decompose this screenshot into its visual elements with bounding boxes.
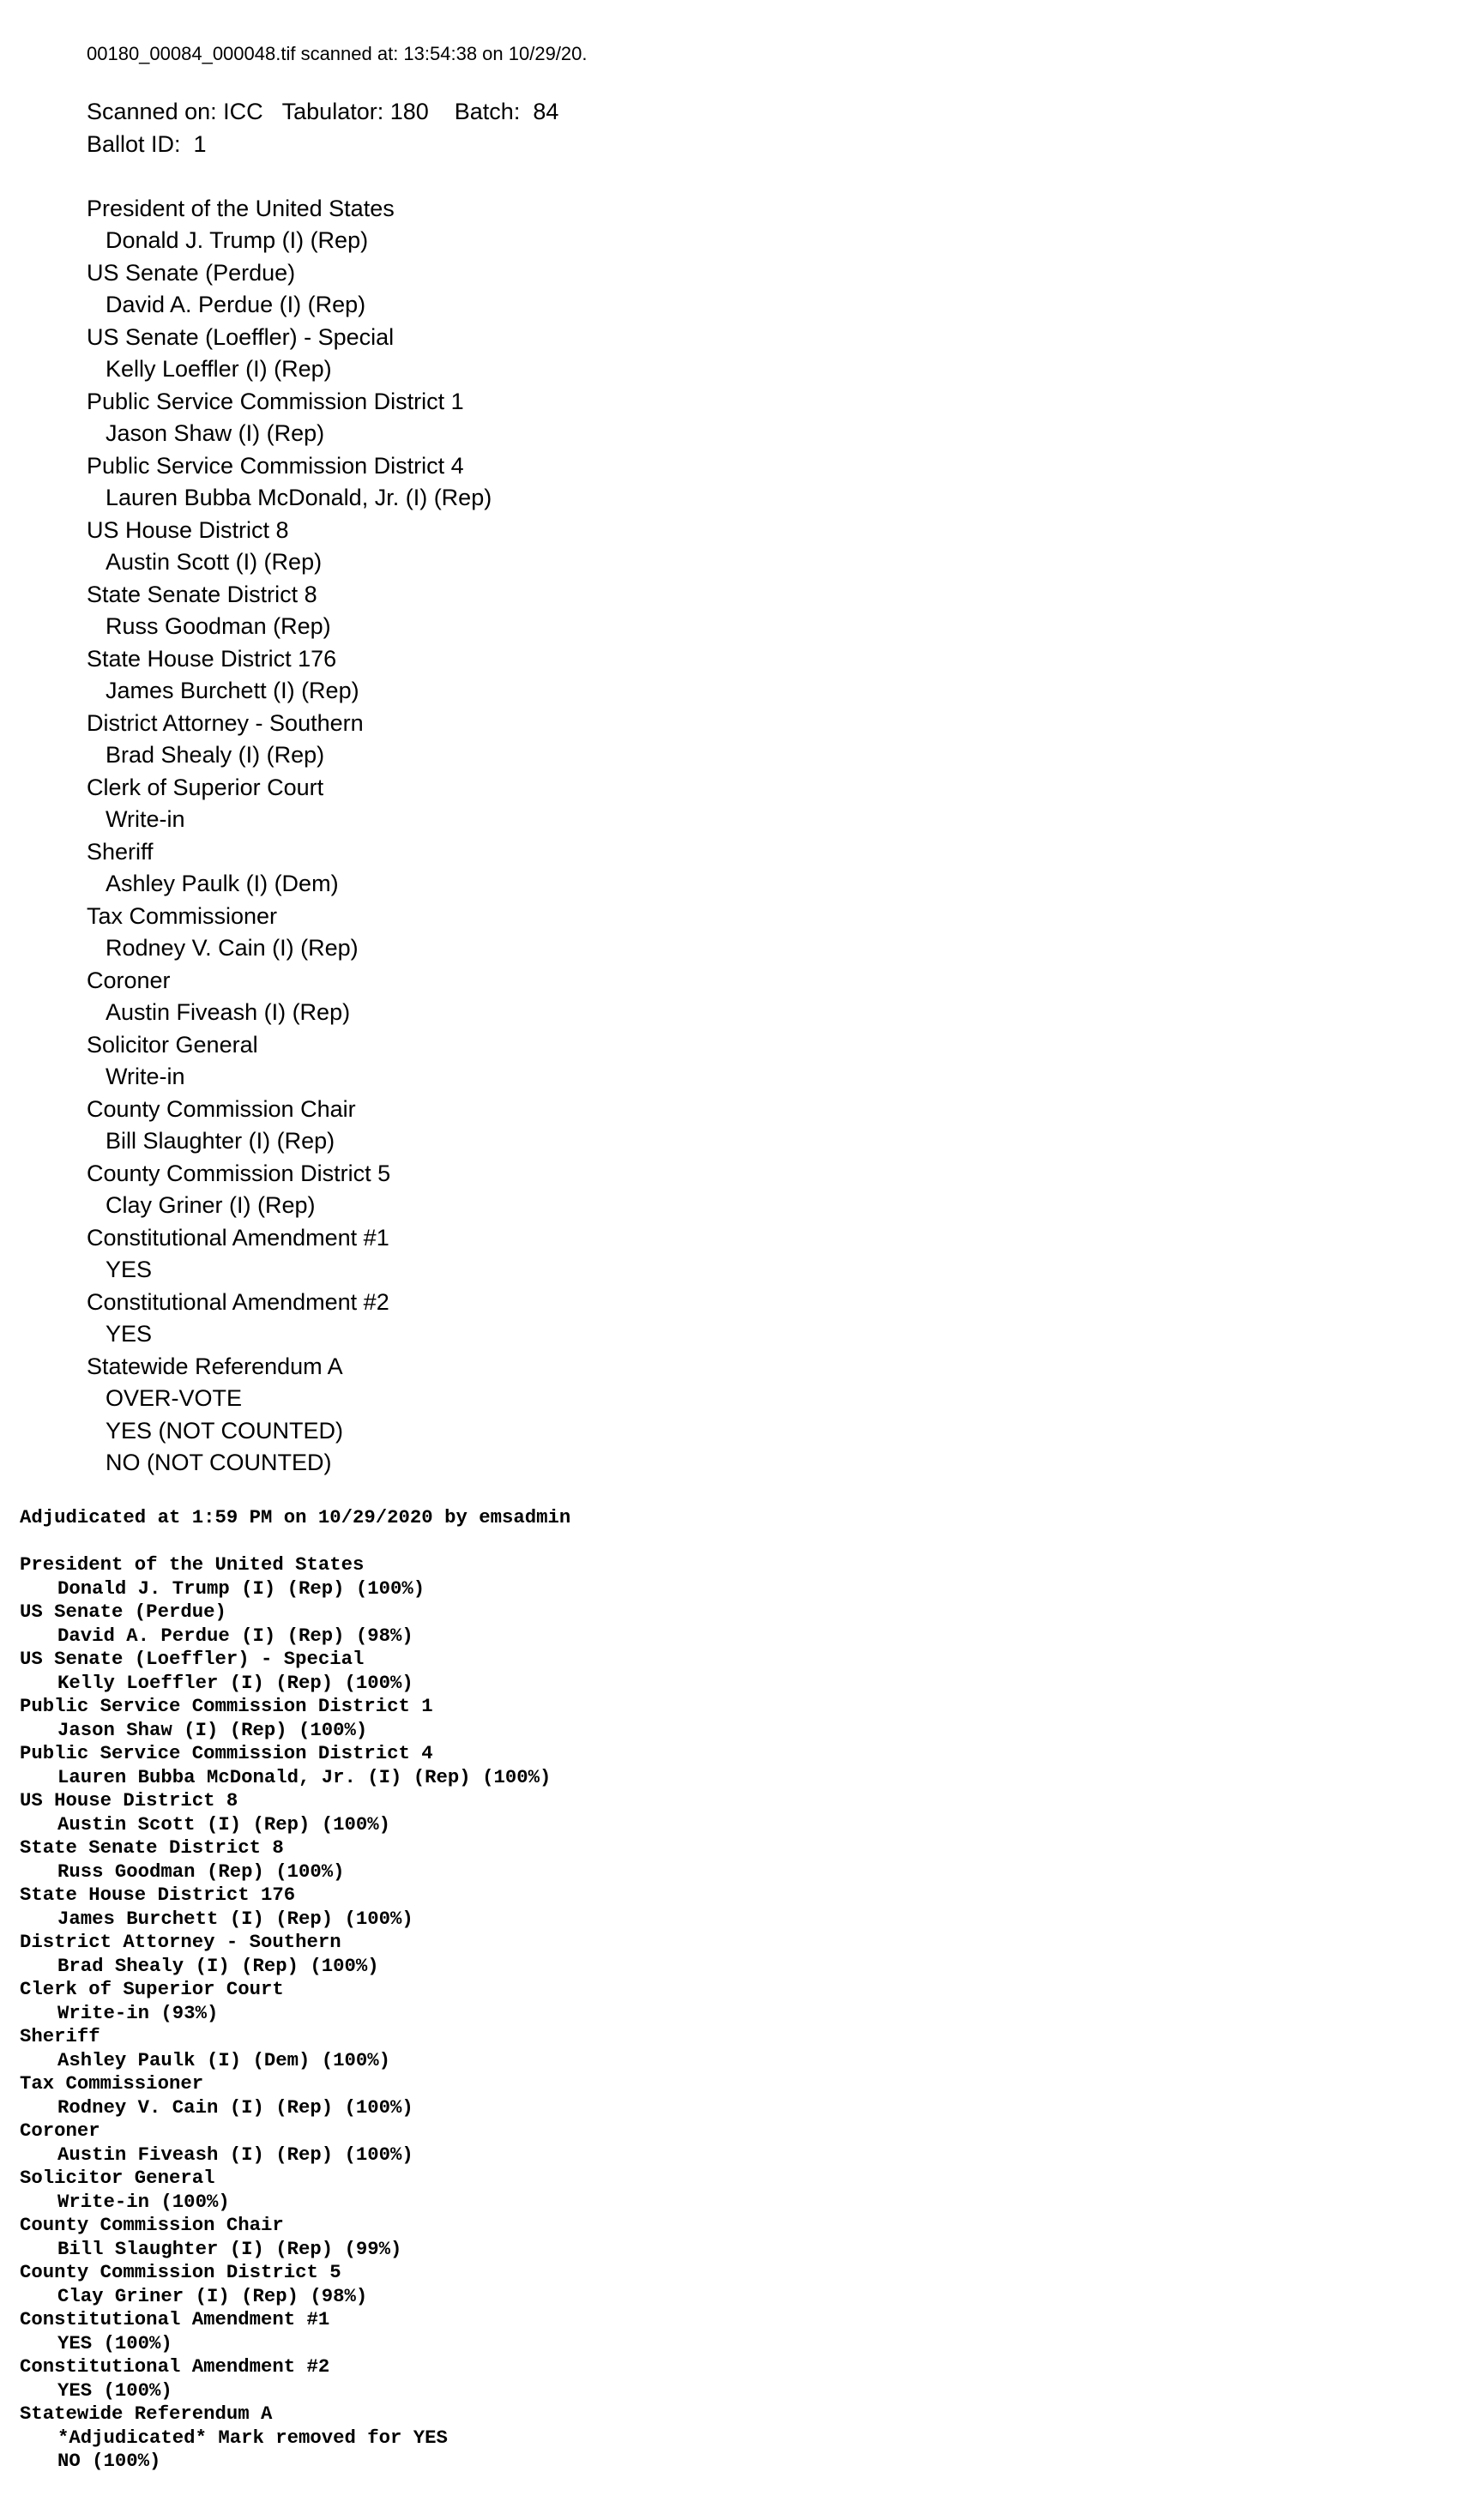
contest-selection: Bill Slaughter (I) (Rep) (99%) [57,2237,402,2260]
contest-title: US Senate (Perdue) [87,259,296,286]
contest-title: Coroner [20,2119,100,2142]
contest-selection: YES [106,1257,153,1282]
contest-selection: Donald J. Trump (I) (Rep) (100%) [57,1577,425,1600]
contest-title: Public Service Commission District 1 [87,388,464,414]
contest-title: Tax Commissioner [20,2072,204,2095]
contest-selection: James Burchett (I) (Rep) (100%) [57,1907,413,1930]
contest-selection: Austin Fiveash (I) (Rep) [106,999,351,1025]
contest-title: Public Service Commission District 1 [20,1695,433,1717]
contest-title: County Commission District 5 [87,1160,391,1186]
contest-selection: Write-in (100%) [57,2190,230,2213]
contest-title: Statewide Referendum A [87,1353,343,1379]
scan-file-header: 00180_00084_000048.tif scanned at: 13:54:38 on 10/29/20. [87,43,588,64]
contest-selection: Clay Griner (I) (Rep) (98%) [57,2284,368,2307]
ballot-section [87,96,558,1480]
contest-selection: NO (NOT COUNTED) [106,1450,332,1475]
contest-title: President of the United States [87,195,395,221]
contest-selection: NO (100%) [57,2450,161,2472]
contest-selection: *Adjudicated* Mark removed for YES [57,2426,448,2449]
contest-title: State Senate District 8 [87,581,317,607]
scan-info-line: Scanned on: ICC Tabulator: 180 Batch: 84 [87,99,559,124]
contest-selection: David A. Perdue (I) (Rep) [106,292,366,317]
contest-selection: Donald J. Trump (I) (Rep) [106,227,369,253]
contest-selection: Lauren Bubba McDonald, Jr. (I) (Rep) [106,485,492,510]
contest-title: District Attorney - Southern [87,709,364,736]
contest-selection: YES (NOT COUNTED) [106,1417,344,1444]
contest-selection: Austin Fiveash (I) (Rep) (100%) [57,2143,413,2166]
contest-title: Tax Commissioner [87,902,278,929]
contest-selection: YES (100%) [57,2378,172,2402]
contest-title: Constitutional Amendment #1 [20,2308,330,2330]
contest-title: District Attorney - Southern [20,1931,341,1953]
contest-selection: YES [106,1321,153,1347]
contest-selection: Jason Shaw (I) (Rep) (100%) [57,1718,368,1741]
contest-title: Coroner [87,967,171,993]
contest-selection: Kelly Loeffler (I) (Rep) (100%) [57,1671,413,1694]
contest-selection: Jason Shaw (I) (Rep) [106,420,325,446]
contest-selection: Russ Goodman (Rep) (100%) [57,1860,345,1883]
contest-selection: OVER-VOTE [106,1385,243,1411]
contest-selection: Ashley Paulk (I) (Dem) (100%) [57,2048,391,2071]
contest-title: US House District 8 [20,1789,238,1812]
contest-selection: Ashley Paulk (I) (Dem) [106,871,339,896]
contest-title: Sheriff [20,2025,100,2047]
ballot-id: Ballot ID: 1 [87,130,207,157]
contest-selection: Austin Scott (I) (Rep) [106,549,323,575]
contest-title: Constitutional Amendment #1 [87,1224,389,1251]
contest-title: Public Service Commission District 4 [20,1742,433,1764]
contest-title: Constitutional Amendment #2 [20,2355,330,2378]
contest-selection: James Burchett (I) (Rep) [106,678,359,703]
contest-title: Constitutional Amendment #2 [87,1288,389,1315]
adjudication-contest-list [20,1553,570,2474]
contest-selection: Write-in (93%) [57,2001,219,2024]
contest-title: State Senate District 8 [20,1836,284,1859]
contest-selection: Brad Shealy (I) (Rep) [106,742,325,768]
contest-title: US Senate (Loeffler) - Special [87,323,395,350]
contest-selection: Lauren Bubba McDonald, Jr. (I) (Rep) (100%) [57,1765,552,1788]
contest-selection: Bill Slaughter (I) (Rep) [106,1128,335,1154]
contest-title: Solicitor General [87,1031,258,1058]
contest-title: US Senate (Loeffler) - Special [20,1648,365,1670]
contest-title: Public Service Commission District 4 [87,452,464,479]
contest-selection: Clay Griner (I) (Rep) [106,1192,316,1218]
contest-title: Sheriff [87,838,154,865]
contest-title: State House District 176 [20,1884,296,1906]
contest-selection: Write-in [106,806,185,832]
contest-selection: Russ Goodman (Rep) [106,613,331,639]
contest-title: President of the United States [20,1553,365,1576]
adjudication-section [20,1506,570,2474]
adjudication-header: Adjudicated at 1:59 PM on 10/29/2020 by emsadmin [20,1506,571,1528]
contest-title: US Senate (Perdue) [20,1601,226,1623]
ballot-contest-list [87,193,558,1480]
contest-selection: David A. Perdue (I) (Rep) (98%) [57,1624,413,1647]
spacer [20,1530,570,1554]
contest-selection: Rodney V. Cain (I) (Rep) [106,935,359,961]
contest-selection: Write-in [106,1064,185,1089]
contest-title: County Commission Chair [20,2214,284,2236]
contest-title: State House District 176 [87,645,337,672]
contest-title: County Commission Chair [87,1095,356,1122]
contest-selection: YES (100%) [57,2331,172,2354]
contest-title: Clerk of Superior Court [87,774,324,800]
contest-selection: Rodney V. Cain (I) (Rep) (100%) [57,2095,413,2119]
contest-selection: Austin Scott (I) (Rep) (100%) [57,1812,391,1836]
spacer [87,160,558,193]
contest-title: Statewide Referendum A [20,2402,273,2425]
contest-selection: Brad Shealy (I) (Rep) (100%) [57,1954,379,1977]
contest-title: Clerk of Superior Court [20,1978,284,2000]
contest-title: Solicitor General [20,2167,215,2189]
contest-title: County Commission District 5 [20,2261,341,2283]
contest-selection: Kelly Loeffler (I) (Rep) [106,356,332,382]
contest-title: US House District 8 [87,516,289,543]
